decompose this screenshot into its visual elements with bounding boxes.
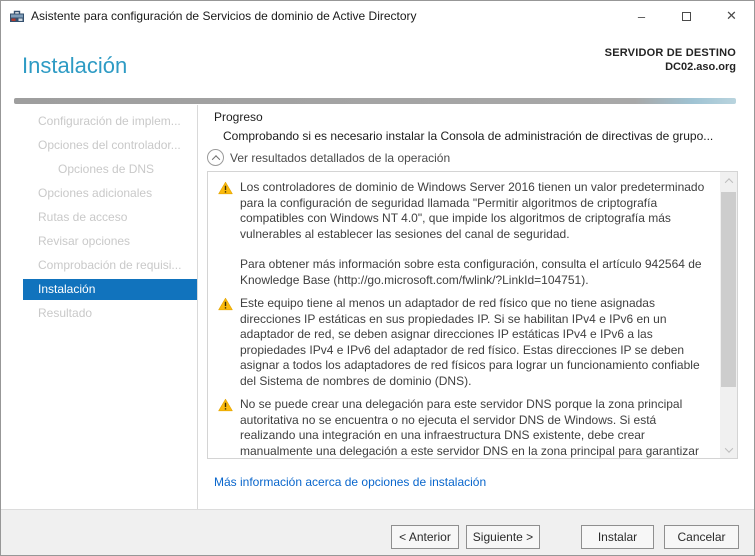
warning-paragraph: Para obtener más información sobre esta configuración, consulta el artículo 942564 de Knowledge Base (http://go.microsoft.com/fwlink/?LinkId=104751). (240, 257, 702, 287)
window-controls (619, 1, 754, 31)
warning-item (218, 180, 720, 288)
warning-item (218, 296, 720, 389)
warning-paragraph: No se puede crear una delegación para este servidor DNS porque la zona principal autoritativa no se encuentra o no ejecuta el servidor DNS de Windows. Si está realizando una integración en una infraestructura DNS existente, debe crear manualmente una delegación a este servidor DNS en la zona principal para garantizar (240, 397, 699, 458)
anterior-button[interactable]: < Anterior (391, 525, 459, 549)
step-opciones-adicionales: Opciones adicionales (38, 186, 153, 200)
chevron-up-icon (724, 178, 732, 186)
collapse-circle-button[interactable] (207, 149, 224, 166)
warning-paragraph: Este equipo tiene al menos un adaptador de red físico que no tiene asignadas direcciones IP estáticas en sus propiedades IP. Si se habilitan IPv4 e IPv6 en un adaptador de red, se deben asignar direcciones IP estáticas IPv4 e IPv6 a las propiedades IPv4 e IPv6 del adaptador de red físico. Estas direcciones IP se deben asignar a todos los adaptadores de red físicos para lograr un funcionamiento confiable del Sistema de nombres de dominio (DNS). (240, 296, 700, 388)
window-title: Asistente para configuración de Servicios de dominio de Active Directory (31, 9, 417, 23)
step-configuracion-implementacion: Configuración de implem... (38, 114, 181, 128)
details-toggle[interactable] (207, 149, 450, 166)
wizard-footer (1, 509, 754, 556)
vertical-scrollbar[interactable] (720, 172, 737, 458)
maximize-button[interactable] (664, 1, 709, 31)
step-rutas-acceso: Rutas de acceso (38, 210, 128, 224)
step-revisar-opciones: Revisar opciones (38, 234, 131, 248)
operation-details-box (207, 171, 738, 459)
warning-triangle-icon (218, 398, 233, 412)
wizard-progress-bar (14, 98, 736, 104)
warning-paragraph: Los controladores de dominio de Windows Server 2016 tienen un valor predeterminado para la configuración de seguridad llamada "Permitir algoritmos de criptografía compatibles con Windows NT 4.0", que impide los algoritmos de criptografía más vulnerables al establecer las sesiones del canal de seguridad. (240, 180, 705, 241)
cancelar-button[interactable]: Cancelar (664, 525, 739, 549)
wizard-app-icon (9, 8, 25, 24)
step-comprobacion-requisitos: Comprobación de requisi... (38, 258, 182, 272)
warning-text (240, 397, 708, 458)
scroll-up-button[interactable] (720, 172, 737, 189)
minimize-button[interactable]: – (637, 8, 646, 24)
progress-section-label: Progreso (214, 110, 263, 124)
instalar-button[interactable]: Instalar (581, 525, 654, 549)
step-resultado: Resultado (38, 306, 93, 320)
details-toggle-label: Ver resultados detallados de la operación (230, 150, 451, 165)
maximize-icon (682, 12, 691, 21)
page-title: Instalación (22, 53, 128, 78)
step-instalacion-selected[interactable]: Instalación (23, 279, 197, 300)
siguiente-button[interactable]: Siguiente > (466, 525, 540, 549)
warning-triangle-icon (218, 297, 233, 311)
wizard-body (1, 105, 754, 509)
step-opciones-controlador: Opciones del controlador... (38, 138, 181, 152)
warning-text (240, 180, 708, 288)
close-button[interactable]: ✕ (726, 8, 737, 23)
warning-triangle-icon (218, 181, 233, 195)
details-scroll-area (208, 172, 720, 458)
wizard-content (198, 105, 754, 509)
chevron-down-icon (724, 444, 732, 452)
progress-status-text: Comprobando si es necesario instalar la Consola de administración de directivas de grupo... (223, 129, 714, 143)
titlebar (1, 1, 754, 31)
more-info-link[interactable]: Más información acerca de opciones de instalación (214, 475, 487, 489)
scrollbar-thumb[interactable] (721, 192, 736, 387)
target-server-name: DC02.aso.org (665, 61, 736, 73)
step-opciones-dns: Opciones de DNS (58, 162, 155, 176)
warning-text (240, 296, 708, 389)
chevron-up-icon (211, 155, 219, 163)
wizard-steps-sidebar (1, 105, 198, 509)
warning-item (218, 397, 720, 458)
target-server-label: SERVIDOR DE DESTINO (604, 47, 736, 59)
wizard-header (1, 31, 754, 105)
scroll-down-button[interactable] (720, 441, 737, 458)
target-server-block (605, 47, 736, 73)
